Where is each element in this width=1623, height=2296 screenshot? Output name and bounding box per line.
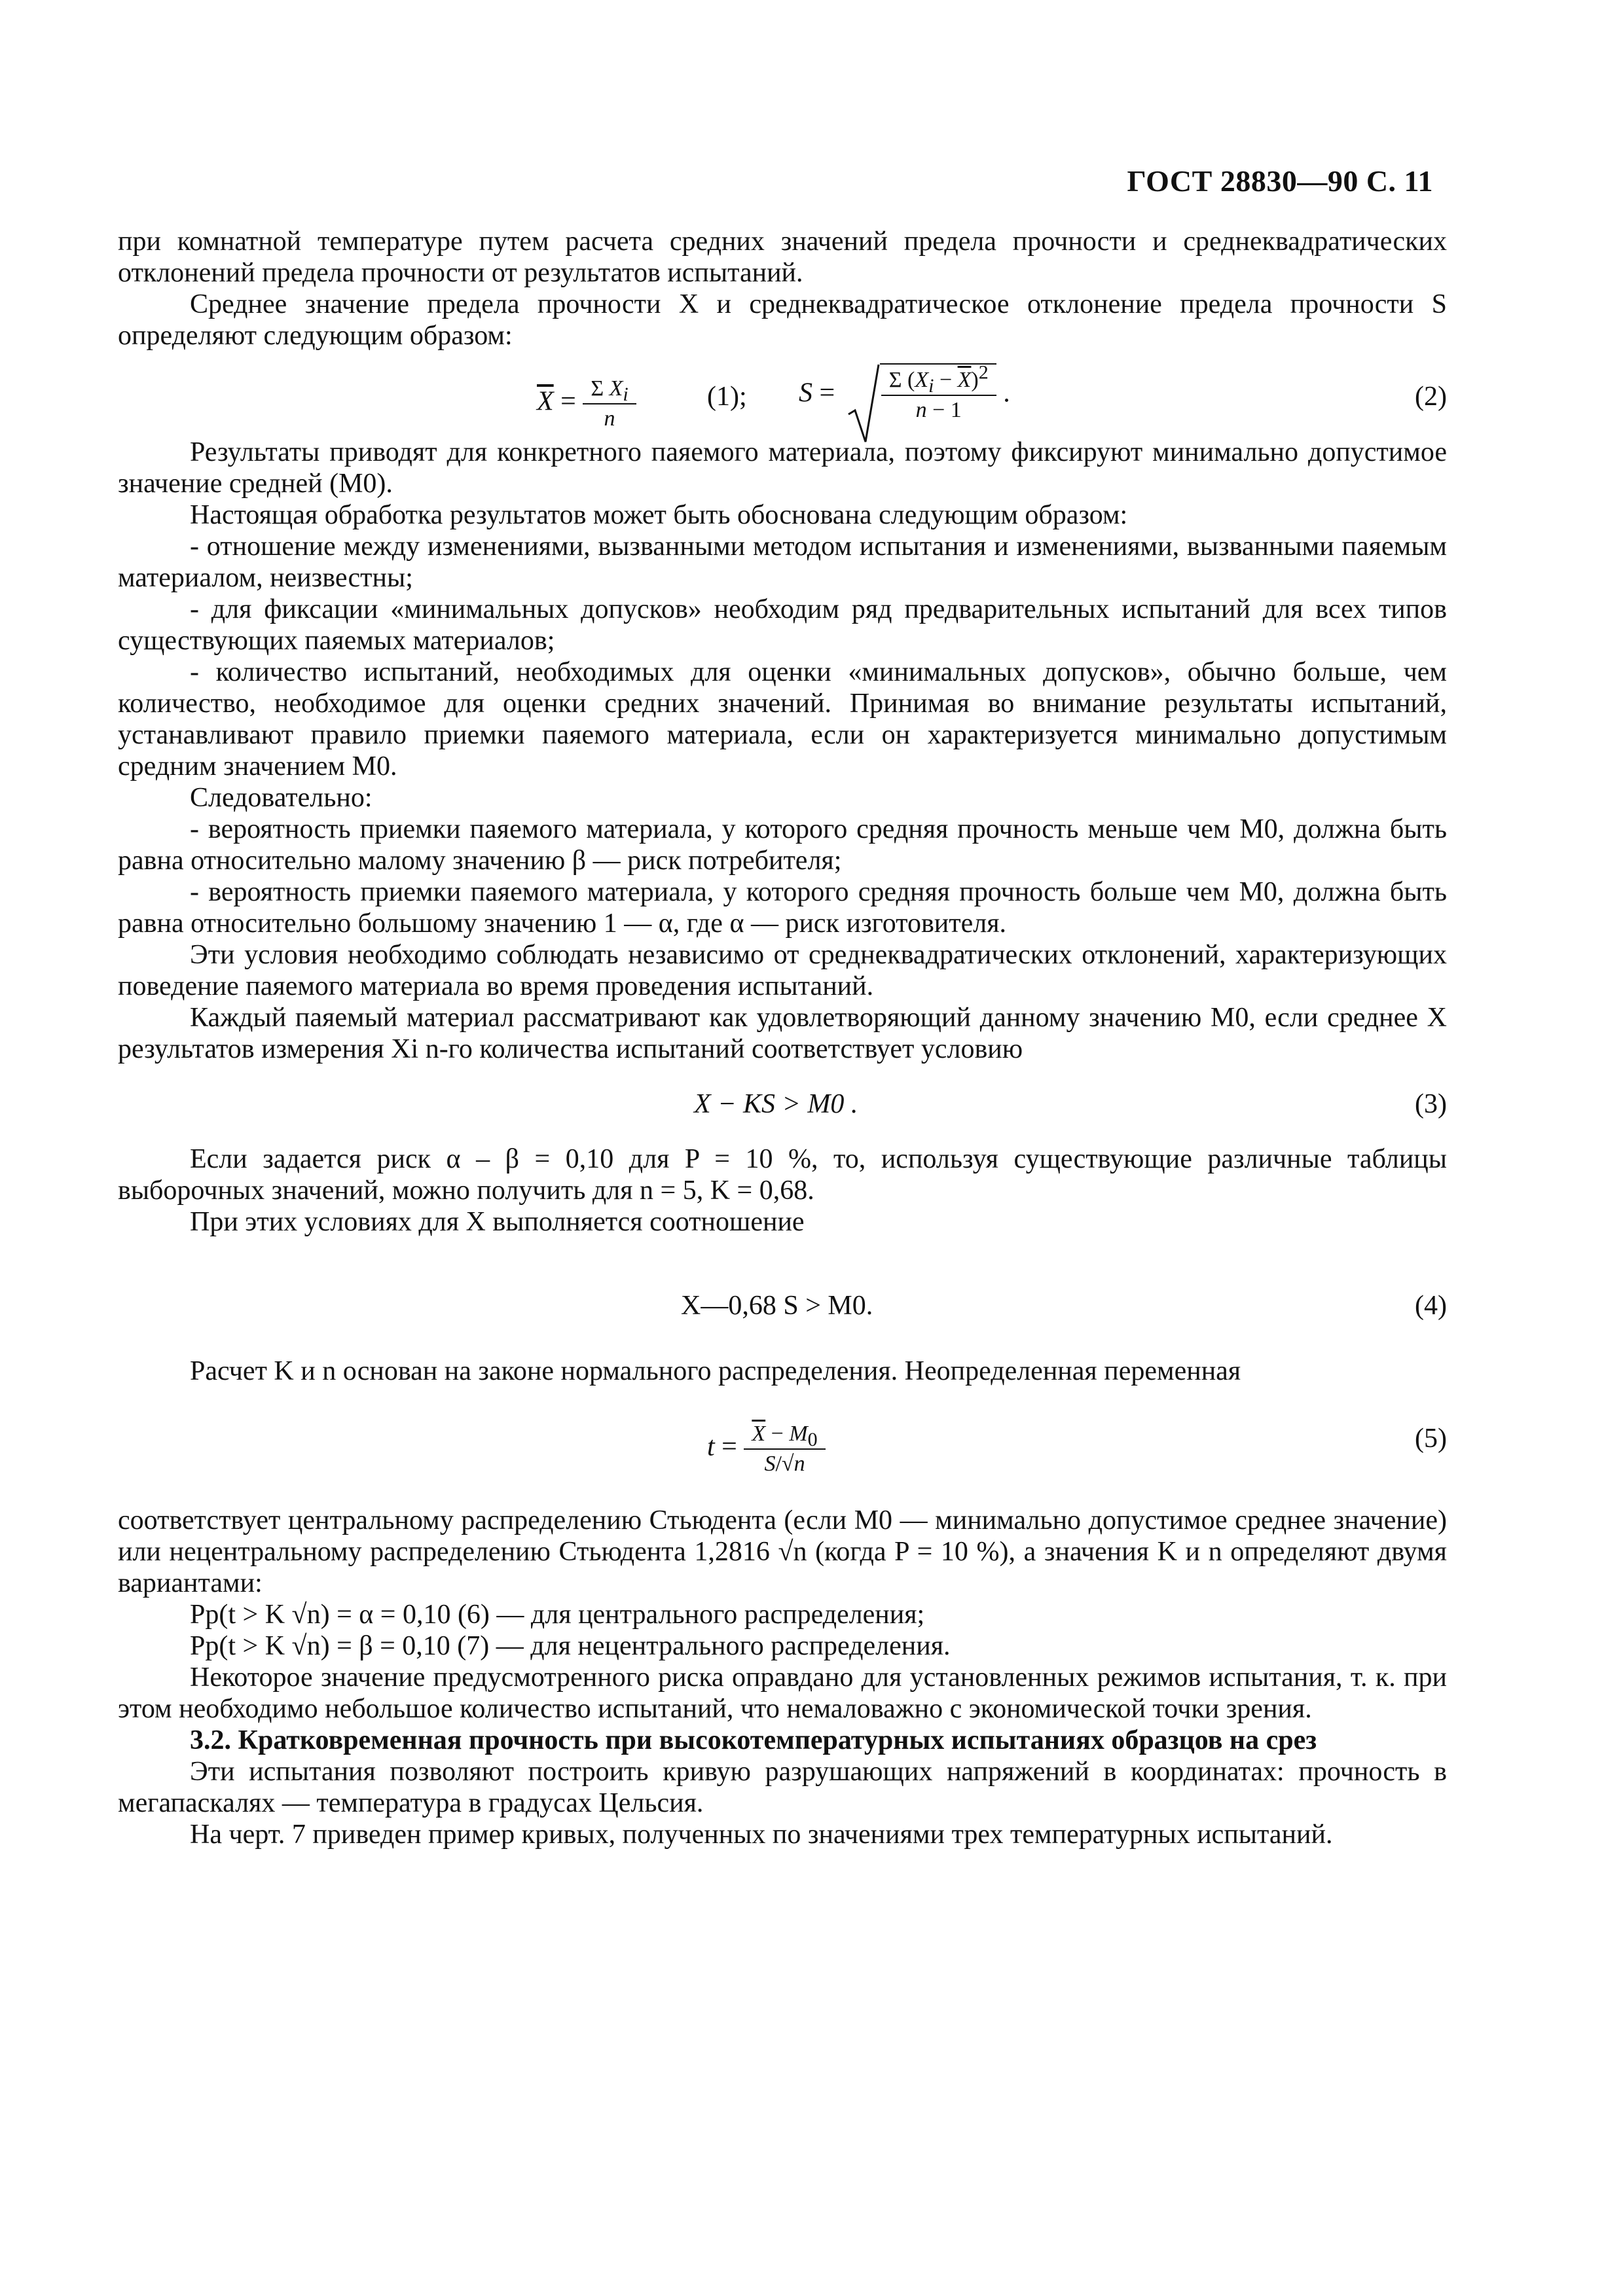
paragraph-1: при комнатной температуре путем расчета средних значений предела прочности и среднеквадратических отклонений предела прочности от результатов испытаний. (118, 226, 1447, 288)
paragraph-5: - отношение между изменениями, вызванными методом испытания и изменениями, вызванными паяемым материалом, неизвестны; (118, 531, 1447, 593)
formula-3: X − KS > M0 . (694, 1089, 858, 1119)
eq2-number: (2) (1415, 382, 1447, 412)
formula-mean: $\overline{X}$ = $\frac{\Sigma X_i}{n}$ (537, 374, 636, 433)
paragraph-9: - вероятность приемки паяемого материала, у которого средняя прочность меньше чем M0, должна быть равна относительно малому значению β — риск потребителя; (118, 814, 1447, 876)
paragraph-19: Некоторое значение предусмотренного риска оправдано для установленных режимов испытания, т. к. при этом необходимо небольшое количество испытаний, что немаловажно с экономической точки зрения. (118, 1662, 1447, 1724)
eq3-number: (3) (1415, 1089, 1447, 1119)
paragraph-2: Среднее значение предела прочности X и среднеквадратическое отклонение предела прочности S определяют следующим образом: (118, 289, 1447, 351)
eq4-number: (4) (1415, 1291, 1447, 1321)
paragraph-16: соответствует центральному распределению Стьюдента (если M0 — минимально допустимое среднее значение) или нецентральному распределению Стьюдента 1,2816 √n (когда P = 10 %), а значения K и n определяют двумя вариантами: (118, 1505, 1447, 1598)
eq1-number: (1); (707, 382, 747, 412)
paragraph-15: Расчет K и n основан на законе нормального распределения. Неопределенная переменная (190, 1356, 1241, 1386)
equation-3 (118, 1065, 1447, 1143)
formula-4: X—0,68 S > M0. (681, 1291, 873, 1321)
paragraph-10: - вероятность приемки паяемого материала, у которого средняя прочность больше чем M0, должна быть равна относительно большому значению 1 — α, где α — риск изготовителя. (118, 877, 1447, 939)
paragraph-6: - для фиксации «минимальных допусков» необходим ряд предварительных испытаний для всех типов существующих паяемых материалов; (118, 594, 1447, 656)
paragraph-17: Pp(t > K √n) = α = 0,10 (6) — для центрального распределения; (190, 1600, 925, 1630)
paragraph-11: Эти условия необходимо соблюдать независимо от среднеквадратических отклонений, характеризующих поведение паяемого материала во время проведения испытаний. (118, 940, 1447, 1001)
paragraph-3: Результаты приводят для конкретного паяемого материала, поэтому фиксируют минимально допустимое значение средней (M0). (118, 437, 1447, 499)
paragraph-13: Если задается риск α – β = 0,10 для P = 10 %, то, используя существующие различные таблицы выборочных значений, можно получить для n = 5, K = 0,68. (118, 1144, 1447, 1206)
paragraph-8: Следовательно: (190, 783, 373, 813)
paragraph-21: Эти испытания позволяют построить кривую разрушающих напряжений в координатах: прочность в мегапаскалях — температура в градусах Цельсия. (118, 1757, 1447, 1818)
sqrt-sign (847, 362, 880, 447)
paragraph-22: На черт. 7 приведен пример кривых, полученных по значениями трех температурных испытаний. (190, 1820, 1333, 1850)
formula-std: S = $\frac{\Sigma (X_i - \overline{X})^2}{n - 1}$ . (799, 366, 1010, 425)
document-body (118, 226, 1447, 1850)
paragraph-18: Pp(t > K √n) = β = 0,10 (7) — для нецентрального распределения. (190, 1631, 951, 1661)
eq5-number: (5) (1415, 1424, 1447, 1454)
section-heading-3-2: 3.2. Кратковременная прочность при высокотемпературных испытаниях образцов на срез (190, 1725, 1317, 1755)
formula-5: t = $\frac{\overline{X} - M_0}{S/√n}$ (707, 1420, 826, 1479)
equations-1-2 (118, 351, 1447, 437)
paragraph-4: Настоящая обработка результатов может быть обоснована следующим образом: (190, 500, 1128, 530)
paragraph-12: Каждый паяемый материал рассматривают как удовлетворяющий данному значению M0, если среднее X результатов измерения Xi n-го количества испытаний соответствует условию (118, 1003, 1447, 1064)
page-header: ГОСТ 28830—90 С. 11 (1127, 164, 1433, 198)
equation-4 (118, 1238, 1447, 1355)
equation-5 (118, 1387, 1447, 1505)
paragraph-7: - количество испытаний, необходимых для оценки «минимальных допусков», обычно больше, чем количество, необходимое для оценки средних значений. Принимая во внимание результаты испытаний, устанавливают правило приемки паяемого материала, если он характеризуется минимально допустимым средним значением M0. (118, 657, 1447, 781)
paragraph-14: При этих условиях для X выполняется соотношение (190, 1207, 805, 1237)
